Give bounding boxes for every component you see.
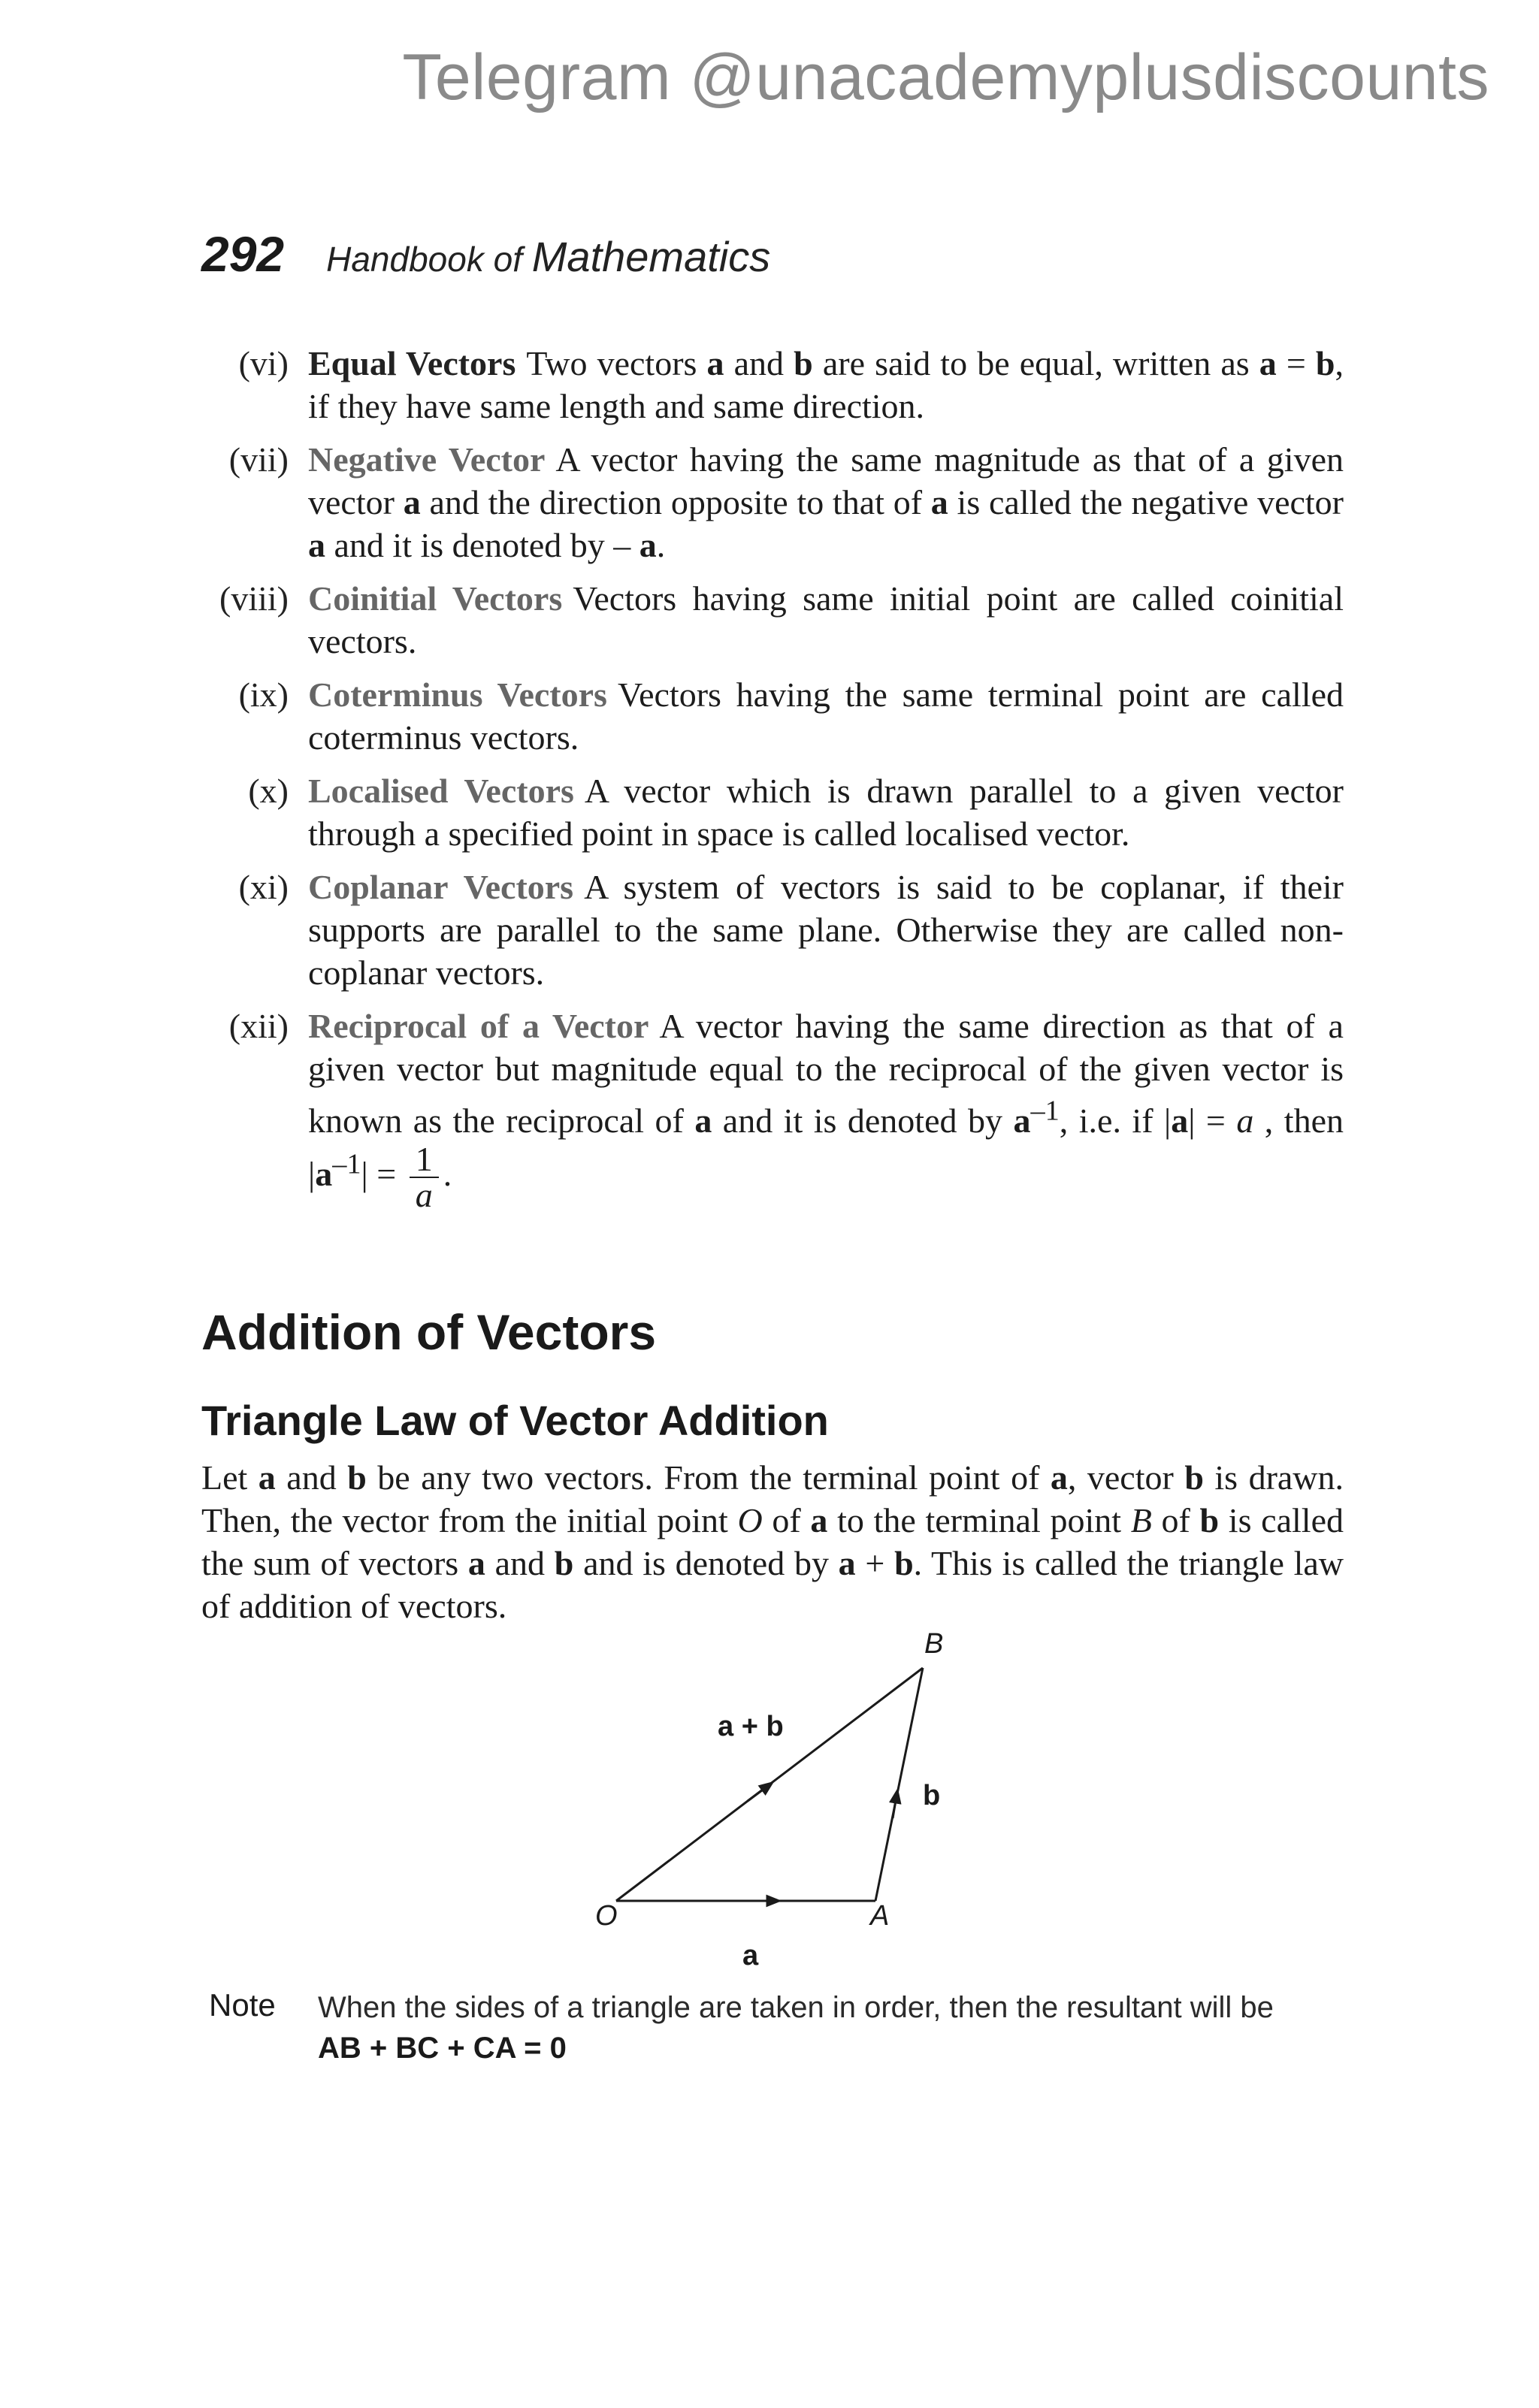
item-text: [308, 673, 1344, 759]
item-term: Negative Vector: [308, 440, 546, 479]
book-title-prefix: Handbook of: [326, 240, 522, 279]
triangle-law-diagram: [571, 1630, 992, 1976]
item-body: A vector having the same direction as that of a given vector but magnitude equal to the reciprocal of the given vector is known as the reciprocal of a and it is denoted by $a^{-1}$, i.e. if |a| = a , then $|a^{-1}|$ = $\frac{1}{a}$ .: [308, 1007, 1344, 1215]
subsection-title: Triangle Law of Vector Addition: [201, 1397, 829, 1444]
note-label: Note: [209, 1987, 276, 2023]
definition-item: [201, 673, 1344, 759]
arrow-sum-icon: [748, 1786, 768, 1801]
triangle-law-paragraph: Let a and b be any two vectors. From the terminal point of a, vector b is drawn. Then, the vector from the initial point O of a to the terminal point B of b is called the sum of vectors a and b and is denoted by a + b. This is called the triangle law of addition of vectors.: [201, 1458, 1344, 1625]
note-equation: AB + BC + CA = 0: [318, 2032, 567, 2065]
item-text: [308, 342, 1344, 428]
item-body: A system of vectors is said to be coplanar, if their supports are parallel to the same plane. Otherwise they are called non-coplanar vectors.: [308, 868, 1344, 992]
note-content: [318, 1987, 1274, 2068]
book-title-subject: Mathematics: [531, 233, 771, 280]
definition-item: [201, 769, 1344, 855]
vector-sum-label: a + b: [718, 1711, 784, 1742]
watermark: Telegram @unacademyplusdiscounts: [402, 41, 1489, 113]
item-text: [308, 866, 1344, 994]
side-ab: [875, 1668, 923, 1901]
note: [209, 1987, 1351, 2068]
item-term: Coterminus Vectors: [308, 675, 607, 714]
item-term: Coinitial Vectors: [308, 579, 563, 618]
side-ob: [616, 1668, 923, 1901]
item-number: (x): [248, 772, 289, 810]
item-term: Coplanar Vectors: [308, 868, 574, 906]
definition-list: [201, 342, 1344, 1223]
page-number: 292: [201, 226, 285, 282]
note-text: When the sides of a triangle are taken in order, then the resultant will be: [318, 1991, 1274, 2024]
point-o-label: O: [595, 1900, 618, 1932]
item-number: (vii): [228, 440, 289, 479]
book-title: [326, 233, 771, 280]
item-term: Localised Vectors: [308, 772, 574, 810]
item-number: (xii): [228, 1007, 289, 1045]
arrow-b-icon: [893, 1796, 896, 1818]
running-head: [201, 225, 770, 282]
item-number: (vi): [238, 344, 289, 382]
item-number: (xi): [238, 868, 289, 906]
point-b-label: B: [924, 1630, 944, 1660]
definition-item: [201, 866, 1344, 994]
item-number: (viii): [219, 579, 289, 618]
item-number: (ix): [238, 675, 289, 714]
definition-item: [201, 438, 1344, 566]
item-text: [308, 577, 1344, 663]
item-term: Equal Vectors: [308, 344, 516, 382]
item-body: Two vectors a and b are said to be equal, written as a = b, if they have same length and same direction.: [308, 344, 1344, 425]
item-body: A vector which is drawn parallel to a given vector through a specified point in space is called localised vector.: [308, 772, 1344, 853]
item-body: Vectors having same initial point are called coinitial vectors.: [308, 579, 1344, 660]
item-text: [308, 769, 1344, 855]
vector-b-label: b: [923, 1780, 941, 1811]
item-text: [308, 1005, 1344, 1213]
definition-item: [201, 577, 1344, 663]
point-a-label: A: [870, 1900, 890, 1932]
item-text: [308, 438, 1344, 566]
definition-item: [201, 342, 1344, 428]
definition-item: [201, 1005, 1344, 1213]
item-term: Reciprocal of a Vector: [308, 1007, 649, 1045]
section-title: Addition of Vectors: [201, 1304, 657, 1360]
vector-a-label: a: [742, 1940, 759, 1971]
item-body: A vector having the same magnitude as that of a given vector a and the direction opposite to that of a is called the negative vector a and it is denoted by – a.: [308, 440, 1344, 564]
item-body: Vectors having the same terminal point are called coterminus vectors.: [308, 675, 1344, 757]
